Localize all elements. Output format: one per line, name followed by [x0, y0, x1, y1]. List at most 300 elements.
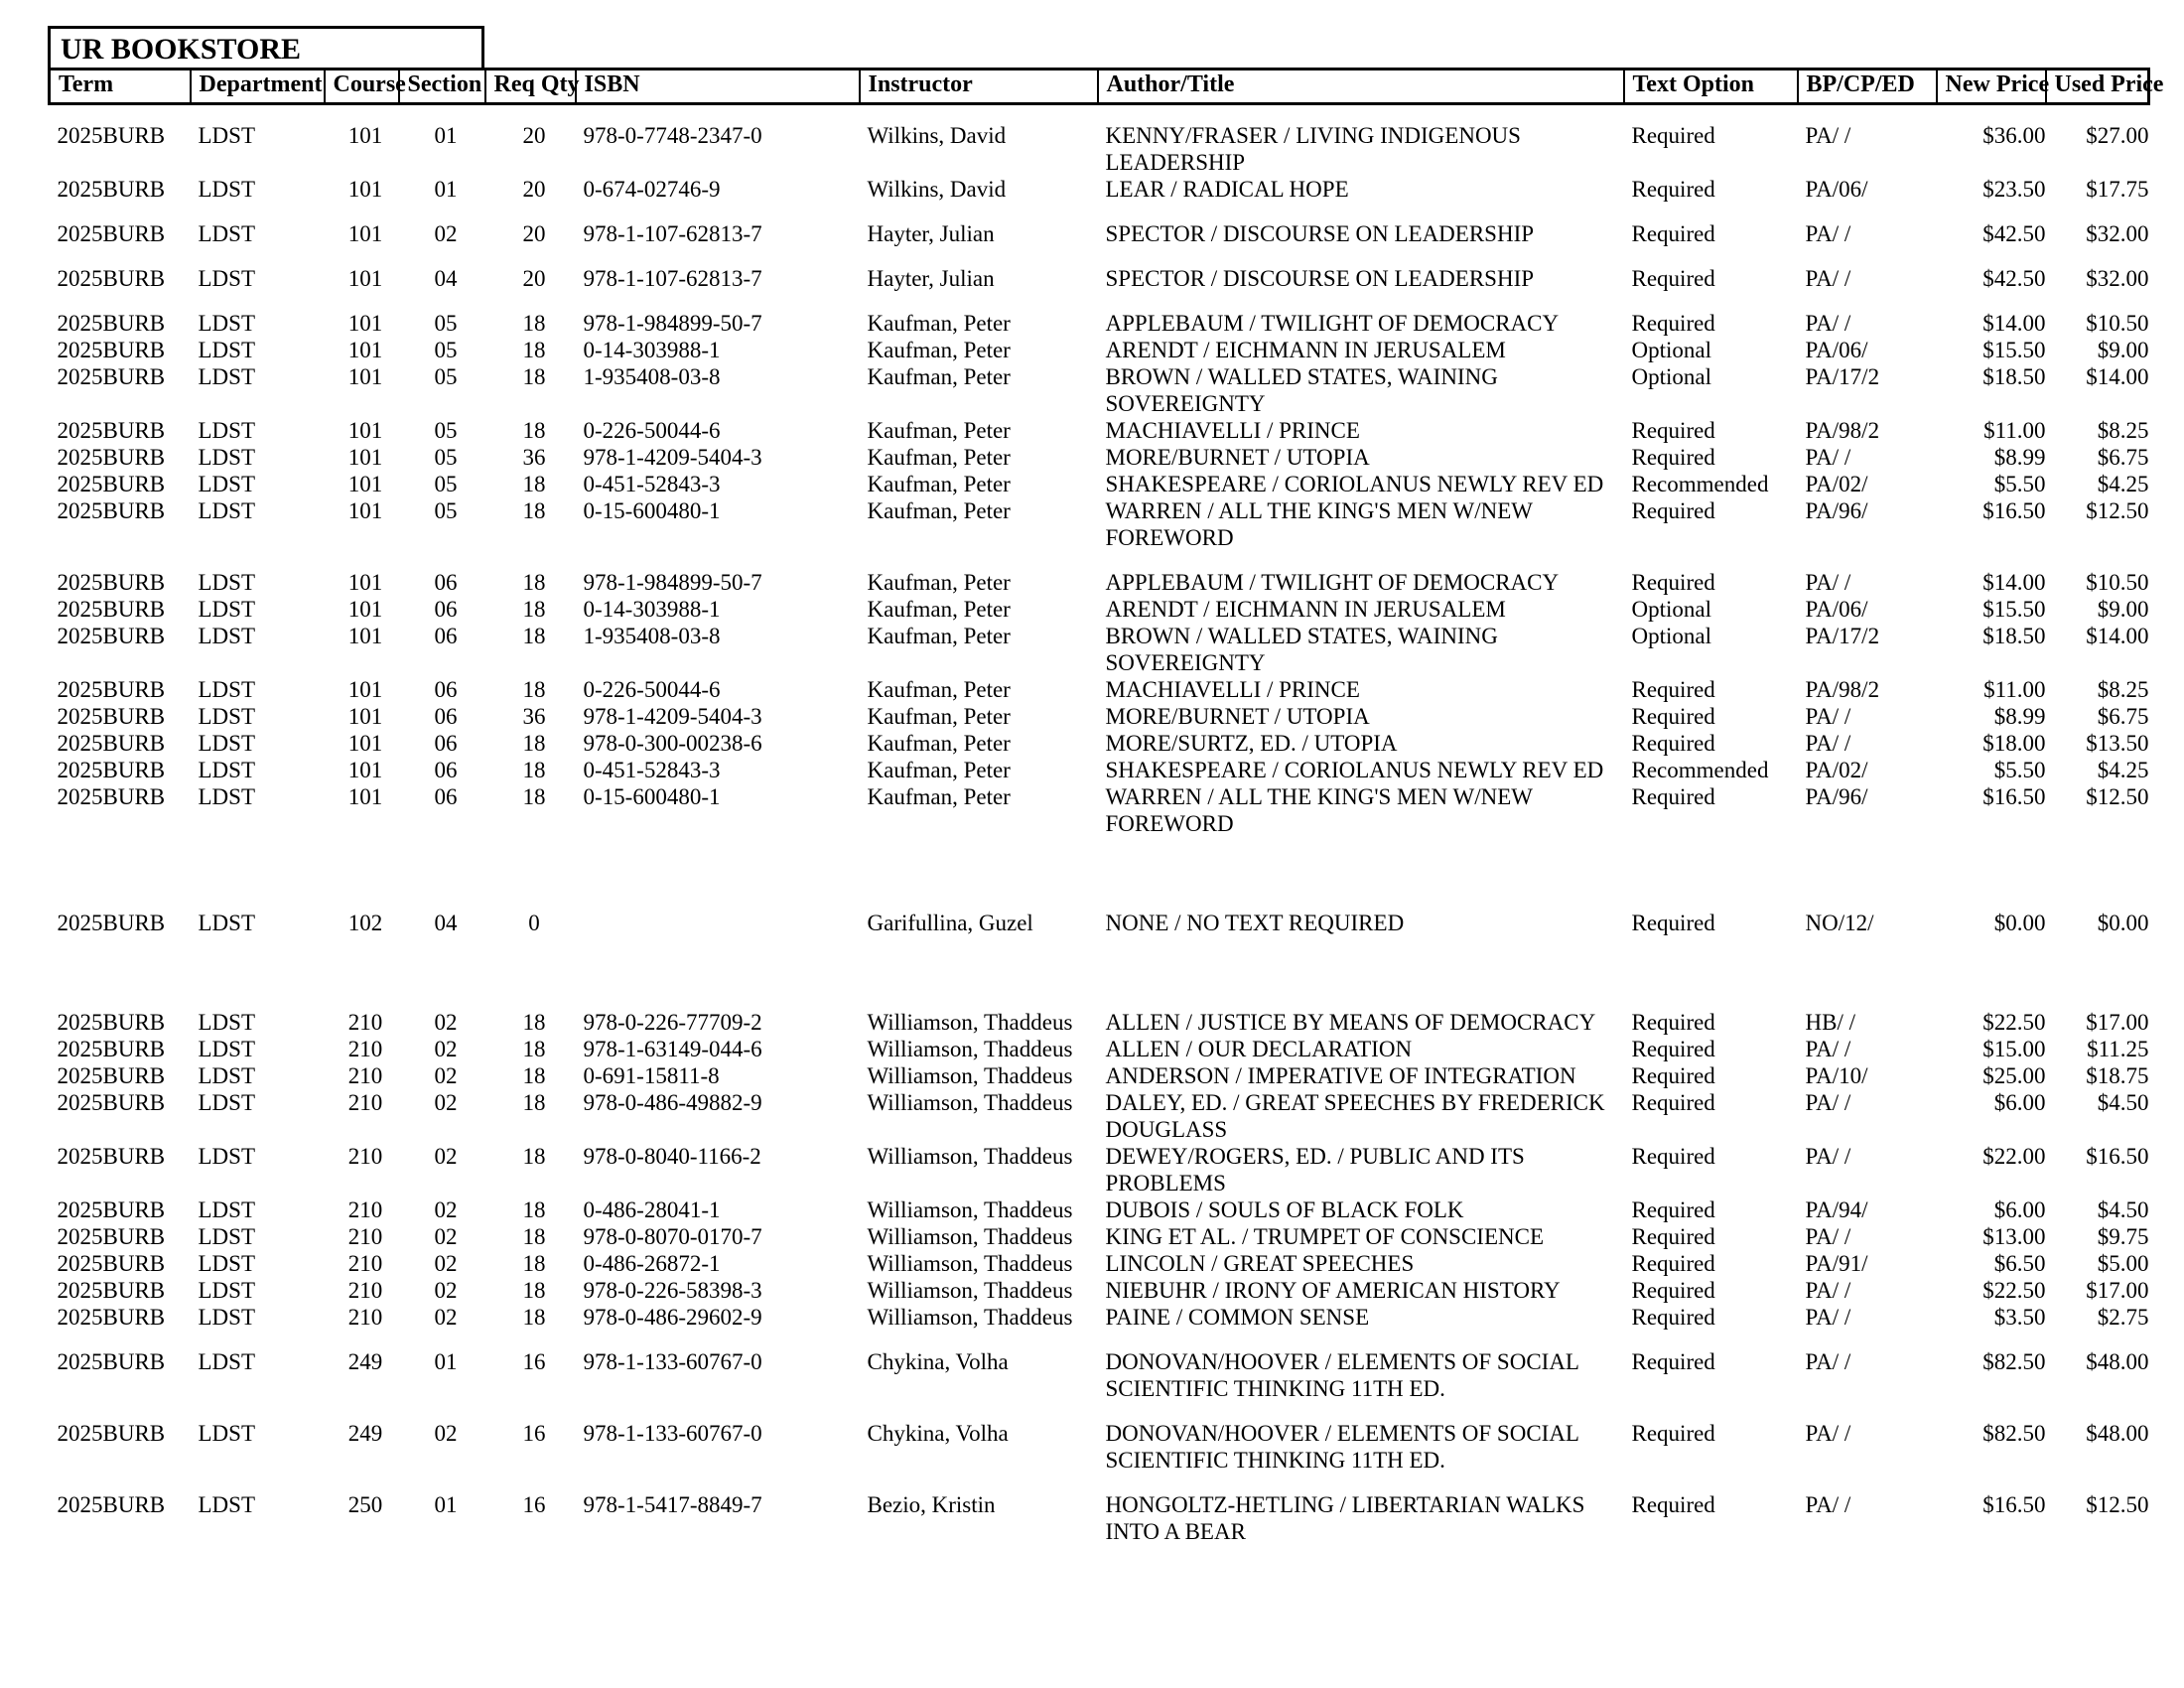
- cell-used-price: $8.25: [2097, 676, 2149, 702]
- cell-req-qty: 20: [522, 265, 546, 291]
- table-row[interactable]: [50, 471, 2149, 497]
- cell-new-price: $36.00: [1982, 122, 2046, 148]
- cell-req-qty: 16: [522, 1491, 546, 1517]
- cell-section: 02: [434, 1089, 458, 1115]
- cell-text-option: Required: [1631, 1196, 1715, 1222]
- cell-department: LDST: [198, 1304, 255, 1330]
- cell-course: 101: [347, 569, 383, 595]
- cell-section: 04: [434, 910, 458, 935]
- cell-section: 02: [434, 1062, 458, 1088]
- cell-isbn: 978-0-486-29602-9: [583, 1304, 762, 1330]
- table-row[interactable]: [50, 1009, 2149, 1036]
- cell-text-option: Recommended: [1631, 471, 1769, 496]
- row-spacer-cell: [50, 551, 2149, 569]
- cell-used-price: $27.00: [2086, 122, 2149, 148]
- cell-instructor: Kaufman, Peter: [867, 676, 1011, 702]
- cell-term: 2025BURB: [57, 703, 166, 729]
- cell-course: 210: [347, 1196, 383, 1222]
- cell-section: 02: [434, 1196, 458, 1222]
- cell-bp-cp-ed: PA/ /: [1805, 122, 1851, 148]
- cell-text-option: Required: [1631, 1491, 1715, 1517]
- cell-section: 05: [434, 417, 458, 443]
- cell-author-title: DONOVAN/HOOVER / ELEMENTS OF SOCIAL SCIENTIFIC THINKING 11TH ED.: [1105, 1420, 1579, 1473]
- cell-instructor: Wilkins, David: [867, 122, 1007, 148]
- cell-used-price: $18.75: [2086, 1062, 2149, 1088]
- cell-author-title: LEAR / RADICAL HOPE: [1105, 176, 1349, 202]
- cell-author-title: ARENDT / EICHMANN IN JERUSALEM: [1105, 337, 1506, 362]
- cell-author-title: APPLEBAUM / TWILIGHT OF DEMOCRACY: [1105, 310, 1560, 336]
- cell-author-title: ALLEN / JUSTICE BY MEANS OF DEMOCRACY: [1105, 1009, 1596, 1035]
- cell-department: LDST: [198, 1223, 255, 1249]
- cell-term: 2025BURB: [57, 497, 166, 523]
- cell-req-qty: 16: [522, 1348, 546, 1374]
- column-header-section: Section: [399, 70, 485, 104]
- page-title: UR BOOKSTORE: [61, 33, 302, 66]
- cell-isbn: 978-1-133-60767-0: [583, 1348, 762, 1374]
- cell-req-qty: 18: [522, 1196, 546, 1222]
- cell-bp-cp-ed: PA/ /: [1805, 310, 1851, 336]
- cell-text-option: Required: [1631, 1036, 1715, 1061]
- cell-author-title: BROWN / WALLED STATES, WAINING SOVEREIGNTY: [1105, 623, 1498, 675]
- cell-author-title: DUBOIS / SOULS OF BLACK FOLK: [1105, 1196, 1464, 1222]
- cell-instructor: Kaufman, Peter: [867, 497, 1011, 523]
- report-sheet: [48, 26, 2164, 1545]
- cell-text-option: Required: [1631, 220, 1715, 246]
- cell-section: 02: [434, 1250, 458, 1276]
- cell-isbn: 978-0-7748-2347-0: [583, 122, 762, 148]
- cell-bp-cp-ed: PA/02/: [1805, 757, 1868, 782]
- cell-section: 02: [434, 1223, 458, 1249]
- cell-course: 102: [347, 910, 383, 935]
- cell-instructor: Williamson, Thaddeus: [867, 1089, 1073, 1115]
- cell-isbn: 1-935408-03-8: [583, 363, 721, 389]
- cell-author-title: MACHIAVELLI / PRINCE: [1105, 417, 1360, 443]
- cell-req-qty: 18: [522, 757, 546, 782]
- cell-author-title: LINCOLN / GREAT SPEECHES: [1105, 1250, 1415, 1276]
- cell-isbn: 978-0-486-49882-9: [583, 1089, 762, 1115]
- table-row[interactable]: [50, 1223, 2149, 1250]
- cell-isbn: 0-674-02746-9: [583, 176, 721, 202]
- cell-term: 2025BURB: [57, 676, 166, 702]
- cell-term: 2025BURB: [57, 220, 166, 246]
- cell-department: LDST: [198, 1062, 255, 1088]
- cell-text-option: Required: [1631, 783, 1715, 809]
- table-row[interactable]: [50, 220, 2149, 247]
- cell-department: LDST: [198, 569, 255, 595]
- cell-instructor: Garifullina, Guzel: [867, 910, 1033, 935]
- cell-isbn: 978-1-5417-8849-7: [583, 1491, 762, 1517]
- cell-department: LDST: [198, 471, 255, 496]
- column-header-department: Department: [191, 70, 325, 104]
- cell-isbn: 0-15-600480-1: [583, 783, 721, 809]
- cell-section: 06: [434, 703, 458, 729]
- cell-text-option: Required: [1631, 703, 1715, 729]
- cell-bp-cp-ed: PA/ /: [1805, 265, 1851, 291]
- cell-term: 2025BURB: [57, 176, 166, 202]
- cell-instructor: Williamson, Thaddeus: [867, 1062, 1073, 1088]
- cell-bp-cp-ed: PA/17/2: [1805, 623, 1880, 648]
- cell-text-option: Required: [1631, 569, 1715, 595]
- table-row[interactable]: [50, 1277, 2149, 1304]
- cell-new-price: $6.50: [1993, 1250, 2046, 1276]
- cell-section: 02: [434, 1143, 458, 1169]
- cell-req-qty: 18: [522, 1062, 546, 1088]
- row-spacer-cell: [50, 892, 2149, 910]
- cell-course: 210: [347, 1277, 383, 1303]
- table-row[interactable]: [50, 783, 2149, 837]
- cell-bp-cp-ed: HB/ /: [1805, 1009, 1855, 1035]
- cell-department: LDST: [198, 730, 255, 756]
- cell-section: 06: [434, 676, 458, 702]
- cell-course: 249: [347, 1348, 383, 1374]
- cell-term: 2025BURB: [57, 1062, 166, 1088]
- row-spacer: [50, 247, 2149, 265]
- cell-course: 210: [347, 1036, 383, 1061]
- cell-used-price: $10.50: [2086, 569, 2149, 595]
- cell-author-title: MORE/BURNET / UTOPIA: [1105, 444, 1370, 470]
- table-row[interactable]: [50, 1304, 2149, 1331]
- cell-new-price: $18.50: [1982, 623, 2046, 648]
- cell-new-price: $22.50: [1982, 1009, 2046, 1035]
- cell-instructor: Kaufman, Peter: [867, 730, 1011, 756]
- table-row[interactable]: [50, 730, 2149, 757]
- cell-course: 210: [347, 1223, 383, 1249]
- cell-used-price: $5.00: [2097, 1250, 2149, 1276]
- table-row[interactable]: [50, 703, 2149, 730]
- cell-author-title: MORE/SURTZ, ED. / UTOPIA: [1105, 730, 1398, 756]
- cell-term: 2025BURB: [57, 1348, 166, 1374]
- cell-isbn: 0-14-303988-1: [583, 337, 721, 362]
- cell-department: LDST: [198, 1143, 255, 1169]
- cell-instructor: Hayter, Julian: [867, 265, 995, 291]
- cell-used-price: $2.75: [2097, 1304, 2149, 1330]
- cell-course: 210: [347, 1250, 383, 1276]
- table-row[interactable]: [50, 363, 2149, 417]
- cell-used-price: $10.50: [2086, 310, 2149, 336]
- cell-bp-cp-ed: PA/ /: [1805, 444, 1851, 470]
- cell-section: 06: [434, 569, 458, 595]
- cell-course: 101: [347, 220, 383, 246]
- cell-new-price: $25.00: [1982, 1062, 2046, 1088]
- cell-bp-cp-ed: PA/98/2: [1805, 417, 1880, 443]
- table-row[interactable]: [50, 676, 2149, 703]
- cell-course: 210: [347, 1009, 383, 1035]
- report-title-box: [48, 26, 484, 68]
- cell-used-price: $14.00: [2086, 363, 2149, 389]
- cell-instructor: Chykina, Volha: [867, 1420, 1009, 1446]
- cell-term: 2025BURB: [57, 596, 166, 622]
- cell-used-price: $17.00: [2086, 1277, 2149, 1303]
- cell-req-qty: 18: [522, 363, 546, 389]
- cell-used-price: $17.75: [2086, 176, 2149, 202]
- table-row[interactable]: [50, 1250, 2149, 1277]
- cell-new-price: $18.50: [1982, 363, 2046, 389]
- cell-new-price: $13.00: [1982, 1223, 2046, 1249]
- cell-bp-cp-ed: PA/ /: [1805, 1420, 1851, 1446]
- cell-term: 2025BURB: [57, 730, 166, 756]
- table-body: [50, 104, 2149, 1545]
- cell-author-title: DALEY, ED. / GREAT SPEECHES BY FREDERICK DOUGLASS: [1105, 1089, 1605, 1142]
- cell-used-price: $9.00: [2097, 337, 2149, 362]
- cell-isbn: 0-691-15811-8: [583, 1062, 720, 1088]
- cell-text-option: Required: [1631, 1348, 1715, 1374]
- cell-instructor: Williamson, Thaddeus: [867, 1304, 1073, 1330]
- row-spacer-cell: [50, 1331, 2149, 1348]
- table-row[interactable]: [50, 417, 2149, 444]
- cell-section: 02: [434, 220, 458, 246]
- cell-department: LDST: [198, 676, 255, 702]
- column-header-term: Term: [50, 70, 191, 104]
- cell-text-option: Required: [1631, 310, 1715, 336]
- table-row[interactable]: [50, 1348, 2149, 1402]
- cell-used-price: $32.00: [2086, 265, 2149, 291]
- column-header-author-title: Author/Title: [1098, 70, 1624, 104]
- cell-text-option: Required: [1631, 1420, 1715, 1446]
- cell-instructor: Wilkins, David: [867, 176, 1007, 202]
- table-row[interactable]: [50, 444, 2149, 471]
- cell-course: 101: [347, 783, 383, 809]
- cell-bp-cp-ed: PA/ /: [1805, 1304, 1851, 1330]
- cell-text-option: Required: [1631, 730, 1715, 756]
- cell-instructor: Williamson, Thaddeus: [867, 1143, 1073, 1169]
- cell-req-qty: 18: [522, 417, 546, 443]
- cell-bp-cp-ed: PA/98/2: [1805, 676, 1880, 702]
- cell-bp-cp-ed: PA/ /: [1805, 1348, 1851, 1374]
- table-row[interactable]: [50, 310, 2149, 337]
- cell-instructor: Williamson, Thaddeus: [867, 1223, 1073, 1249]
- cell-term: 2025BURB: [57, 337, 166, 362]
- table-row[interactable]: [50, 176, 2149, 203]
- cell-bp-cp-ed: PA/ /: [1805, 730, 1851, 756]
- cell-text-option: Optional: [1631, 623, 1711, 648]
- cell-req-qty: 18: [522, 497, 546, 523]
- cell-used-price: $12.50: [2086, 783, 2149, 809]
- cell-req-qty: 18: [522, 310, 546, 336]
- cell-instructor: Kaufman, Peter: [867, 444, 1011, 470]
- table-row[interactable]: [50, 1089, 2149, 1143]
- table-row[interactable]: [50, 1062, 2149, 1089]
- cell-isbn: 0-486-28041-1: [583, 1196, 721, 1222]
- cell-department: LDST: [198, 1491, 255, 1517]
- cell-req-qty: 20: [522, 122, 546, 148]
- cell-isbn: 0-15-600480-1: [583, 497, 721, 523]
- cell-instructor: Kaufman, Peter: [867, 337, 1011, 362]
- table-row[interactable]: [50, 122, 2149, 176]
- cell-section: 06: [434, 623, 458, 648]
- table-row[interactable]: [50, 1196, 2149, 1223]
- row-spacer: [50, 892, 2149, 910]
- cell-term: 2025BURB: [57, 1223, 166, 1249]
- cell-department: LDST: [198, 596, 255, 622]
- cell-isbn: 978-0-226-58398-3: [583, 1277, 762, 1303]
- cell-department: LDST: [198, 265, 255, 291]
- cell-instructor: Hayter, Julian: [867, 220, 995, 246]
- cell-isbn: 978-1-63149-044-6: [583, 1036, 762, 1061]
- cell-used-price: $12.50: [2086, 497, 2149, 523]
- cell-course: 101: [347, 703, 383, 729]
- cell-section: 05: [434, 337, 458, 362]
- cell-course: 101: [347, 337, 383, 362]
- cell-text-option: Required: [1631, 1062, 1715, 1088]
- row-spacer: [50, 292, 2149, 310]
- cell-department: LDST: [198, 497, 255, 523]
- cell-text-option: Required: [1631, 910, 1715, 935]
- cell-isbn: 0-14-303988-1: [583, 596, 721, 622]
- cell-term: 2025BURB: [57, 757, 166, 782]
- cell-text-option: Required: [1631, 497, 1715, 523]
- cell-used-price: $6.75: [2097, 444, 2149, 470]
- textbook-adoption-table: [48, 68, 2164, 1545]
- row-spacer-cell: [50, 936, 2149, 991]
- row-spacer-cell: [50, 1474, 2149, 1491]
- cell-term: 2025BURB: [57, 1196, 166, 1222]
- cell-new-price: $11.00: [1983, 417, 2046, 443]
- cell-isbn: 978-0-8040-1166-2: [583, 1143, 761, 1169]
- cell-bp-cp-ed: PA/96/: [1805, 497, 1868, 523]
- cell-author-title: MACHIAVELLI / PRINCE: [1105, 676, 1360, 702]
- cell-author-title: KING ET AL. / TRUMPET OF CONSCIENCE: [1105, 1223, 1545, 1249]
- cell-req-qty: 18: [522, 1277, 546, 1303]
- cell-req-qty: 18: [522, 1089, 546, 1115]
- cell-new-price: $42.50: [1982, 220, 2046, 246]
- cell-text-option: Optional: [1631, 363, 1711, 389]
- cell-used-price: $17.00: [2086, 1009, 2149, 1035]
- cell-new-price: $14.00: [1982, 310, 2046, 336]
- cell-section: 01: [434, 122, 458, 148]
- cell-bp-cp-ed: PA/ /: [1805, 1277, 1851, 1303]
- cell-new-price: $6.00: [1993, 1089, 2046, 1115]
- cell-isbn: 978-1-984899-50-7: [583, 310, 762, 336]
- cell-author-title: SPECTOR / DISCOURSE ON LEADERSHIP: [1105, 265, 1535, 291]
- cell-used-price: $9.00: [2097, 596, 2149, 622]
- cell-text-option: Required: [1631, 1250, 1715, 1276]
- cell-instructor: Kaufman, Peter: [867, 471, 1011, 496]
- cell-term: 2025BURB: [57, 1277, 166, 1303]
- cell-req-qty: 18: [522, 1143, 546, 1169]
- cell-isbn: 978-1-107-62813-7: [583, 220, 762, 246]
- row-spacer: [50, 837, 2149, 892]
- table-row[interactable]: [50, 1420, 2149, 1474]
- table-row[interactable]: [50, 1143, 2149, 1196]
- cell-req-qty: 20: [522, 220, 546, 246]
- cell-course: 101: [347, 176, 383, 202]
- cell-req-qty: 20: [522, 176, 546, 202]
- cell-term: 2025BURB: [57, 1009, 166, 1035]
- cell-department: LDST: [198, 910, 255, 935]
- cell-text-option: Required: [1631, 676, 1715, 702]
- cell-term: 2025BURB: [57, 310, 166, 336]
- cell-author-title: NIEBUHR / IRONY OF AMERICAN HISTORY: [1105, 1277, 1561, 1303]
- cell-new-price: $15.50: [1982, 596, 2046, 622]
- cell-text-option: Recommended: [1631, 757, 1769, 782]
- cell-author-title: MORE/BURNET / UTOPIA: [1105, 703, 1370, 729]
- column-header-course: Course: [325, 70, 399, 104]
- cell-term: 2025BURB: [57, 122, 166, 148]
- cell-department: LDST: [198, 1009, 255, 1035]
- cell-text-option: Optional: [1631, 337, 1711, 362]
- cell-department: LDST: [198, 1277, 255, 1303]
- cell-section: 06: [434, 730, 458, 756]
- table-row[interactable]: [50, 337, 2149, 363]
- cell-author-title: NONE / NO TEXT REQUIRED: [1105, 910, 1405, 935]
- cell-course: 101: [347, 730, 383, 756]
- cell-section: 06: [434, 596, 458, 622]
- cell-department: LDST: [198, 623, 255, 648]
- cell-bp-cp-ed: PA/10/: [1805, 1062, 1868, 1088]
- cell-used-price: $16.50: [2086, 1143, 2149, 1169]
- cell-term: 2025BURB: [57, 910, 166, 935]
- cell-isbn: 978-1-133-60767-0: [583, 1420, 762, 1446]
- cell-text-option: Required: [1631, 1223, 1715, 1249]
- row-spacer: [50, 991, 2149, 1009]
- cell-department: LDST: [198, 1420, 255, 1446]
- table-row[interactable]: [50, 1491, 2149, 1545]
- cell-new-price: $3.50: [1993, 1304, 2046, 1330]
- cell-term: 2025BURB: [57, 363, 166, 389]
- cell-text-option: Required: [1631, 1277, 1715, 1303]
- cell-term: 2025BURB: [57, 417, 166, 443]
- cell-used-price: $13.50: [2086, 730, 2149, 756]
- row-spacer: [50, 551, 2149, 569]
- cell-used-price: $4.25: [2097, 757, 2149, 782]
- cell-author-title: PAINE / COMMON SENSE: [1105, 1304, 1370, 1330]
- cell-isbn: 978-1-984899-50-7: [583, 569, 762, 595]
- row-spacer-cell: [50, 991, 2149, 1009]
- cell-used-price: $32.00: [2086, 220, 2149, 246]
- cell-author-title: DEWEY/ROGERS, ED. / PUBLIC AND ITS PROBLEMS: [1105, 1143, 1525, 1196]
- table-row[interactable]: [50, 497, 2149, 551]
- row-spacer: [50, 1331, 2149, 1348]
- column-header-text-option: Text Option: [1624, 70, 1798, 104]
- cell-course: 101: [347, 676, 383, 702]
- cell-term: 2025BURB: [57, 1036, 166, 1061]
- cell-term: 2025BURB: [57, 1089, 166, 1115]
- cell-instructor: Kaufman, Peter: [867, 783, 1011, 809]
- table-row[interactable]: [50, 910, 2149, 936]
- cell-bp-cp-ed: PA/ /: [1805, 1089, 1851, 1115]
- row-spacer-cell: [50, 247, 2149, 265]
- cell-text-option: Required: [1631, 1143, 1715, 1169]
- cell-department: LDST: [198, 703, 255, 729]
- table-row[interactable]: [50, 623, 2149, 676]
- table-row[interactable]: [50, 596, 2149, 623]
- cell-bp-cp-ed: PA/ /: [1805, 703, 1851, 729]
- cell-author-title: HONGOLTZ-HETLING / LIBERTARIAN WALKS INTO A BEAR: [1105, 1491, 1585, 1544]
- cell-course: 250: [347, 1491, 383, 1517]
- table-row[interactable]: [50, 265, 2149, 292]
- cell-new-price: $15.50: [1982, 337, 2046, 362]
- cell-used-price: $11.25: [2087, 1036, 2149, 1061]
- cell-new-price: $6.00: [1993, 1196, 2046, 1222]
- cell-section: 01: [434, 1491, 458, 1517]
- cell-req-qty: 18: [522, 596, 546, 622]
- cell-section: 02: [434, 1036, 458, 1061]
- cell-new-price: $22.00: [1982, 1143, 2046, 1169]
- cell-course: 101: [347, 444, 383, 470]
- cell-used-price: $8.25: [2097, 417, 2149, 443]
- cell-section: 05: [434, 471, 458, 496]
- table-row[interactable]: [50, 569, 2149, 596]
- cell-term: 2025BURB: [57, 1250, 166, 1276]
- column-header-req-qty: Req Qty: [485, 70, 576, 104]
- cell-new-price: $16.50: [1982, 1491, 2046, 1517]
- cell-isbn: 978-1-4209-5404-3: [583, 444, 762, 470]
- cell-bp-cp-ed: PA/ /: [1805, 1223, 1851, 1249]
- table-row[interactable]: [50, 1036, 2149, 1062]
- cell-req-qty: 18: [522, 623, 546, 648]
- table-row[interactable]: [50, 757, 2149, 783]
- cell-term: 2025BURB: [57, 1491, 166, 1517]
